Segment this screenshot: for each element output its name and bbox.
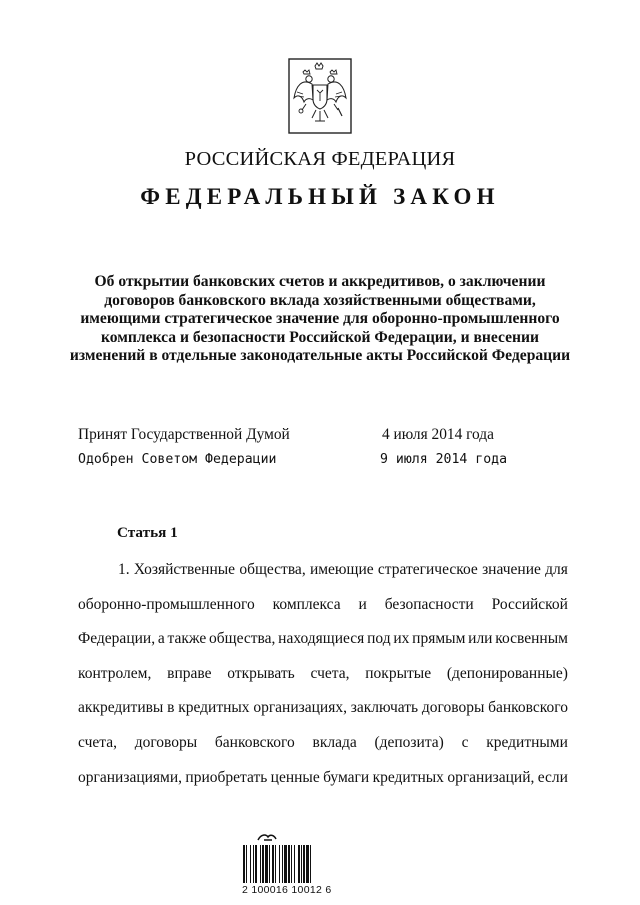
barcode-bar [291,845,292,883]
body-word: контролем, [78,664,152,682]
law-title-line: Об открытии банковских счетов и аккредитивов, о заключении [94,273,546,290]
article-body [78,553,568,795]
body-line [78,761,568,796]
barcode-bar [310,845,311,883]
body-word: счета, [310,664,350,682]
body-word: комплекса [272,595,341,613]
barcode-bar [255,845,257,883]
body-word: договоры [421,699,485,717]
duma-adoption-label: Принят Государственной Думой [78,426,290,443]
body-line [78,691,568,726]
barcode-bar [279,845,280,883]
body-word: вправе [167,664,212,682]
body-word: косвенным [495,630,568,648]
body-word: организациями, [78,768,183,786]
barcode-bar [303,845,305,883]
body-word: приобретать [185,768,268,786]
council-approval-label: Одобрен Советом Федерации [78,452,277,467]
body-line [78,622,568,657]
body-word: кредитных [372,768,444,786]
barcode-bar [284,845,287,883]
barcode-bar [294,845,295,883]
stamp-mark-icon [256,832,278,842]
barcode-bar [246,845,247,883]
body-word: стратегическое [377,561,478,578]
body-word: Российской [491,595,568,613]
body-word: с [461,733,469,751]
body-line [78,657,568,692]
body-word: аккредитивы [78,699,164,717]
body-word: имеющие [309,561,374,578]
body-word: прямым [412,630,466,648]
body-word: безопасности [384,595,474,613]
barcode-number: 2 100016 10012 6 [242,884,332,896]
document-type: ФЕДЕРАЛЬНЫЙ ЗАКОН [140,184,500,209]
law-title-line: комплекса и безопасности Российской Федерации, и внесении [101,328,539,346]
body-word: Федерации, [78,630,156,648]
barcode-bar [306,845,309,883]
body-word: 1. [118,561,130,578]
duma-adoption-date: 4 июля 2014 года [382,426,494,443]
body-word: банковского [488,699,568,717]
body-word: а [157,630,165,648]
body-word: находящиеся [278,630,365,648]
body-word: банковского [214,733,295,751]
body-word: заключать [350,699,419,717]
body-word: кредитных [178,699,250,717]
body-word: или [468,630,493,648]
barcode-bar [243,845,245,883]
barcode-bars [242,845,356,883]
body-line [78,726,568,761]
body-word: если [537,768,568,786]
body-word: их [393,630,410,648]
barcode-bar [275,845,276,883]
body-word: счета, [78,733,117,751]
body-word: общества, [239,561,306,578]
body-word: в [167,699,175,717]
barcode-bar [265,845,268,883]
body-word: Хозяйственные [133,561,236,578]
body-word: организациях, [253,699,347,717]
law-title-line: имеющими стратегическое значение для оборонно-промышленного [80,310,560,327]
barcode-bar [260,845,261,883]
law-title [60,273,580,366]
barcode-bar [288,845,290,883]
body-word: ценные [270,768,320,786]
body-word: вклада [312,733,357,751]
body-word: значение [482,561,541,578]
barcode-bar [253,845,254,883]
body-line [78,553,568,588]
barcode [242,832,362,898]
body-word: бумаги [323,768,370,786]
council-approval-date: 9 июля 2014 года [380,452,508,467]
coat-of-arms-icon [288,58,352,134]
body-word: под [367,630,391,648]
barcode-bar [301,845,302,883]
body-line [78,588,568,623]
article-heading: Статья 1 [117,524,178,541]
body-word: оборонно-промышленного [78,595,255,613]
body-word: также [167,630,207,648]
body-word: общества, [209,630,276,648]
barcode-bar [250,845,251,883]
barcode-bar [282,845,283,883]
body-word: (депонированные) [446,664,568,682]
body-word: организаций, [447,768,535,786]
law-title-line: изменений в отдельные законодательные акты Российской Федерации [69,347,571,364]
barcode-bar [269,845,270,883]
barcode-bar [262,845,264,883]
barcode-bar [272,845,274,883]
body-word: и [358,595,367,613]
body-word: (депозита) [374,733,444,751]
body-word: открывать [227,664,295,682]
body-word: кредитными [486,733,568,751]
country-name: РОССИЙСКАЯ ФЕДЕРАЦИЯ [184,148,456,170]
barcode-bar [298,845,300,883]
law-title-line: договоров банковского вклада хозяйственными обществами, [104,291,536,309]
body-word: для [545,561,568,578]
body-word: покрытые [365,664,432,682]
body-word: договоры [134,733,198,751]
